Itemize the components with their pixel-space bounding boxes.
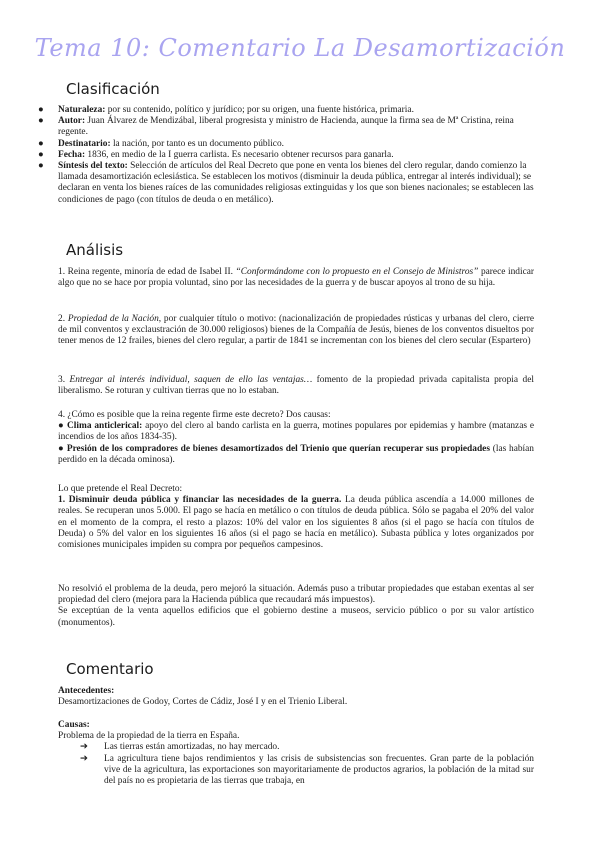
bullet-icon: ●: [38, 161, 44, 172]
analisis-paragraph-2: [58, 314, 534, 348]
bullet-icon: ●: [58, 443, 65, 454]
analisis-paragraph-1: [58, 267, 534, 289]
list-item: [38, 139, 538, 150]
paragraph-text: 4. ¿Cómo es posible que la reina regente firme este decreto? Dos causas:: [58, 410, 331, 420]
antecedentes-label: Antecedentes:: [58, 686, 115, 696]
item-label: Síntesis del texto:: [58, 161, 128, 172]
paragraph-text: [58, 495, 534, 551]
clasificacion-list: [38, 105, 538, 206]
goal-label: 1. Disminuir deuda pública y financiar las necesidades de la guerra.: [58, 495, 342, 506]
section-heading-analisis: Análisis: [66, 241, 124, 259]
list-item: [58, 742, 534, 753]
cause-label: Presión de los compradores de bienes desamortizados del Trienio que querían recuperar sus propiedades: [66, 443, 490, 454]
cause-item: [58, 421, 534, 443]
list-item: [58, 754, 534, 788]
paragraph-text: 3.: [58, 375, 70, 385]
list-item-text: La agricultura tiene bajos rendimientos y las crisis de subsistencias son frecuentes. Gran parte de la población vive de la agricultura, las exportaciones son mayoritariamente de productos agrarios, la población de la mitad sur del país no es propietaria de las tierras que trabaja, en: [104, 753, 534, 787]
item-text: por su contenido, político y jurídico; por su origen, una fuente histórica, primaria.: [105, 105, 414, 115]
paragraph-text: , por cualquier título o motivo: (nacionalización de propiedades rústicas y urbanas del clero, cierre de mil conventos y exclaustración de 30.000 religiosos) bienes de la Compañía de Jesús, bienes de los conventos disueltos por tener menos de 12 frailes, bienes del clero regular, a partir de 1841 se incrementan con los bienes del clero secular (Espartero): [58, 314, 535, 347]
list-item-text: Las tierras están amortizadas, no hay mercado.: [104, 742, 280, 753]
list-item: [38, 105, 538, 116]
paragraph-text: No resolvió el problema de la deuda, pero mejoró la situación. Además puso a tributar propiedades que estaban exentas al ser propiedad del clero (mejora para la Hacienda pública que recaudará más impuestos).: [58, 584, 534, 606]
antecedentes-block: [58, 686, 534, 708]
cause-item: [58, 444, 534, 466]
quote-text: Entregar al interés individual, saquen de ello las ventajas…: [69, 375, 313, 385]
paragraph-text: fomento de la propiedad privada capitalista propia del liberalismo. Se roturan y cultivan tierras que no lo estaban.: [58, 375, 534, 397]
bullet-icon: ●: [38, 149, 44, 160]
item-label: Fecha:: [58, 149, 86, 160]
cause-text: apoyo del clero al bando carlista en la guerra, motines populares por epidemias y hambre (matanzas e incendios de los años 1834-35).: [58, 421, 535, 443]
list-item: [38, 150, 538, 161]
quote-text: Propiedad de la Nación: [67, 314, 159, 324]
analisis-paragraph-4: [58, 410, 534, 466]
analisis-paragraph-3: [58, 375, 534, 397]
antecedentes-text: Desamortizaciones de Godoy, Cortes de Cádiz, José I y en el Trienio Liberal.: [58, 697, 348, 708]
item-label: Destinatario:: [58, 138, 111, 149]
page-title: Tema 10: Comentario La Desamortización: [34, 34, 566, 62]
quote-text: “Conformándome con lo propuesto en el Consejo de Ministros”: [235, 267, 479, 277]
list-item: [38, 116, 538, 138]
bullet-icon: ●: [38, 105, 44, 115]
cause-text: (las habían perdido en la década ominosa).: [58, 443, 534, 465]
paragraph-text: 2.: [58, 314, 68, 324]
paragraph-text: 1. Reina regente, minoría de edad de Isabel II.: [58, 267, 236, 277]
item-label: Autor:: [58, 116, 86, 127]
cause-label: Clima anticlerical:: [67, 421, 143, 432]
goal-text: La deuda pública ascendía a 14.000 millones de reales. Se recuperan unos 5.000. El pago se hacía en metálico o con títulos de deuda pública. Sólo se pagaba el 20% del valor en el momento de la compra, el resto a plazos: 10% del valor en los siguientes 8 años (si el pago se hacía con títulos de Deuda) o 5% del valor en los siguientes 16 años (si el pago se hacía en metálico). Subasta pública y lotes organizados por comisiones municipales impiden su compra por pequeños campesinos.: [58, 495, 534, 551]
paragraph-text: Lo que pretende el Real Decreto:: [58, 484, 183, 494]
section-heading-comentario: Comentario: [66, 660, 154, 678]
arrow-right-icon: ➔: [80, 742, 88, 753]
item-text: la nación, por tanto es un documento público.: [110, 138, 284, 149]
causas-block: [58, 720, 534, 787]
item-text: 1836, en medio de la I guerra carlista. Es necesario obtener recursos para ganarla.: [85, 149, 394, 160]
item-text: Selección de artículos del Real Decreto que pone en venta los bienes del clero regular, dando comienzo la llamada desamortización eclesiástica. Se establecen los motivos (disminuir la deuda pública, entregar al interés individual); se declaran en venta los bienes raíces de las comunidades religiosas extinguidas y los que son bienes nacionales; se establecen las condiciones de pago (con títulos de deuda o en metálico).: [58, 161, 534, 205]
item-text: Juan Álvarez de Mendizábal, liberal progresista y ministro de Hacienda, aunque la firma sea de Mª Cristina, reina regente.: [58, 116, 514, 138]
causas-intro: Problema de la propiedad de la tierra en España.: [58, 731, 240, 742]
paragraph-text: Se exceptúan de la venta aquellos edificios que el gobierno destine a museos, servicio público o por su valor artístico (monumentos).: [58, 606, 534, 628]
paragraph-text: parece indicar algo que no se hace por propia voluntad, sino por las necesidades de la guerra y de buscar apoyos al trono de su hija.: [58, 267, 535, 289]
bullet-icon: ●: [38, 138, 44, 149]
bullet-icon: ●: [38, 116, 44, 127]
arrow-right-icon: ➔: [80, 753, 88, 764]
analisis-paragraph-6: [58, 584, 534, 629]
bullet-icon: ●: [58, 421, 65, 432]
causas-label: Causas:: [58, 720, 90, 730]
analisis-paragraph-5: [58, 484, 534, 551]
section-heading-clasificacion: Clasificación: [66, 80, 160, 98]
item-label: Naturaleza:: [58, 105, 106, 115]
list-item: [38, 161, 538, 206]
